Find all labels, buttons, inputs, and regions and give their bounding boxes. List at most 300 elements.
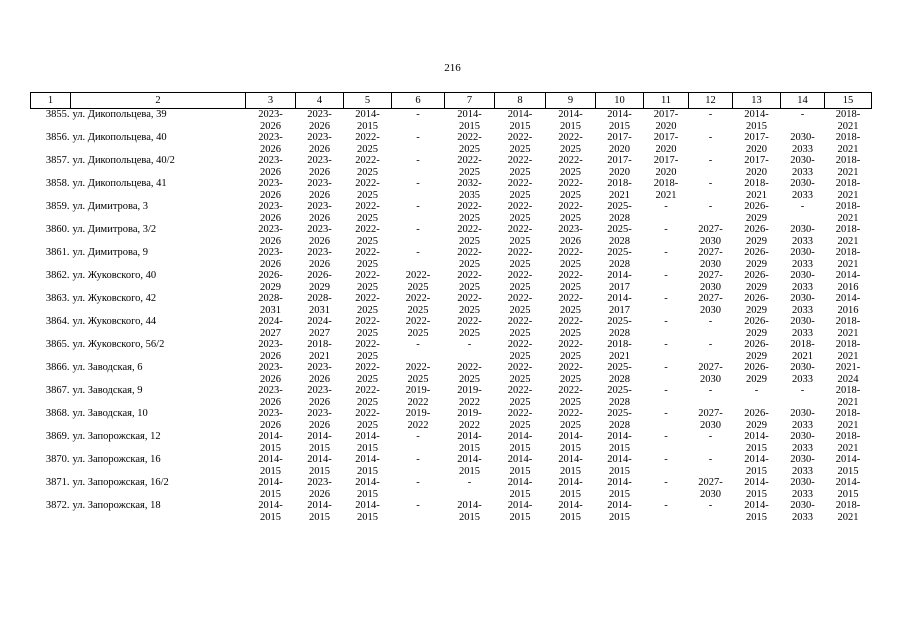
period-end: 2033 <box>792 465 813 477</box>
period-cell <box>825 155 872 178</box>
period-cell <box>344 201 392 224</box>
period-start: 2022- <box>355 201 380 212</box>
period-cell <box>644 247 689 270</box>
period-cell <box>644 270 689 293</box>
period-start: 2030- <box>790 178 815 189</box>
period-cell <box>296 293 344 316</box>
period-end <box>392 351 445 363</box>
period-end: 2015 <box>560 465 581 477</box>
row-number: 3861. <box>45 247 70 258</box>
period-start: 2022- <box>355 385 380 396</box>
period-end: 2029 <box>260 281 281 293</box>
period-cell <box>546 339 596 362</box>
period-start: 2014- <box>744 109 769 120</box>
period-start: 2023- <box>307 201 332 212</box>
period-end: 2015 <box>746 511 767 523</box>
period-cell <box>344 155 392 178</box>
period-start: 2014- <box>457 431 482 442</box>
period-cell <box>781 201 825 224</box>
period-end: 2026 <box>260 373 281 385</box>
period-start: 2023- <box>258 339 283 350</box>
period-cell <box>781 224 825 247</box>
period-end: 2015 <box>609 442 630 454</box>
period-cell <box>596 454 644 477</box>
period-start: 2022- <box>507 293 533 304</box>
period-start: 2022- <box>355 339 380 350</box>
period-end: 2025 <box>560 281 581 293</box>
period-start: 2014- <box>607 477 632 488</box>
period-cell <box>596 431 644 454</box>
period-cell <box>644 500 689 523</box>
period-start: 2023- <box>258 132 283 143</box>
period-cell <box>445 132 495 155</box>
table-row <box>31 500 872 523</box>
period-start: 2014- <box>507 477 533 488</box>
period-start: 2019- <box>457 408 482 419</box>
period-start: 2022- <box>558 270 583 281</box>
street-address: ул. Жуковского, 44 <box>72 316 157 327</box>
period-end: 2030 <box>700 419 721 431</box>
period-start: 2026- <box>744 408 769 419</box>
period-start: - <box>416 477 420 488</box>
table-row <box>31 477 872 500</box>
period-end: 2025 <box>509 419 531 431</box>
period-end: 2033 <box>792 419 813 431</box>
period-end: 2026 <box>260 235 281 247</box>
period-start: 2022- <box>507 270 533 281</box>
period-cell <box>781 178 825 201</box>
period-end: 2025 <box>407 304 429 316</box>
period-end <box>644 282 689 294</box>
period-cell <box>733 431 781 454</box>
period-end: 2015 <box>560 511 581 523</box>
period-start: 2023- <box>307 132 332 143</box>
period-cell <box>392 178 445 201</box>
period-cell <box>546 408 596 431</box>
period-end: 2015 <box>357 488 378 500</box>
period-end: 2026 <box>309 396 330 408</box>
period-end <box>644 236 689 248</box>
period-cell <box>689 155 733 178</box>
column-header-9: 9 <box>546 93 596 109</box>
period-end: 2025 <box>459 235 480 247</box>
period-end: 2022 <box>407 396 429 408</box>
period-start: 2027- <box>698 247 723 258</box>
period-start: 2022- <box>558 385 583 396</box>
period-start: - <box>708 155 713 166</box>
period-end: 2029 <box>746 235 767 247</box>
period-end: 2015 <box>746 488 767 500</box>
period-cell <box>344 339 392 362</box>
period-start: 2018- <box>607 178 632 189</box>
period-start: 2023- <box>258 155 283 166</box>
period-start: - <box>467 339 472 350</box>
period-start: 2018- <box>835 109 861 120</box>
period-end: 2033 <box>792 327 813 339</box>
period-start: 2027- <box>698 224 723 235</box>
period-end: 2029 <box>746 258 767 270</box>
period-end: 2025 <box>459 373 480 385</box>
period-end <box>689 328 733 340</box>
period-start: 2022- <box>507 316 533 327</box>
period-end: 2025 <box>357 304 378 316</box>
period-end: 2033 <box>792 442 813 454</box>
period-end: 2021 <box>792 350 813 362</box>
period-start: 2017- <box>653 155 679 166</box>
period-end: 2029 <box>746 373 767 385</box>
column-header-3: 3 <box>246 93 296 109</box>
period-end: 2015 <box>459 511 480 523</box>
period-cell <box>445 339 495 362</box>
period-end <box>392 443 445 455</box>
period-cell <box>825 316 872 339</box>
period-start: 2022- <box>355 270 380 281</box>
period-cell <box>246 477 296 500</box>
period-start: 2022- <box>558 178 583 189</box>
period-cell <box>689 454 733 477</box>
period-cell <box>344 293 392 316</box>
period-start: - <box>800 385 805 396</box>
row-number: 3857. <box>45 155 70 166</box>
period-start: - <box>664 339 668 350</box>
period-start: 2014- <box>607 500 632 511</box>
period-start: 2030- <box>790 293 815 304</box>
period-cell <box>495 247 546 270</box>
period-cell <box>495 316 546 339</box>
period-cell <box>445 178 495 201</box>
period-end <box>644 443 689 455</box>
period-cell <box>781 339 825 362</box>
period-start: 2025- <box>607 316 632 327</box>
period-end: 2025 <box>357 327 378 339</box>
period-end <box>781 397 825 409</box>
period-start: 2022- <box>507 224 533 235</box>
period-start: 2014- <box>457 454 482 465</box>
period-start: 2030- <box>790 247 815 258</box>
period-cell <box>296 339 344 362</box>
period-start: - <box>416 155 420 166</box>
street-address: ул. Жуковского, 40 <box>72 270 157 281</box>
period-end: 2026 <box>260 212 281 224</box>
period-end: 2025 <box>357 396 378 408</box>
period-end <box>733 397 781 409</box>
period-start: 2023- <box>307 155 332 166</box>
period-start: 2027- <box>698 293 723 304</box>
period-end: 2025 <box>560 304 581 316</box>
period-end: 2015 <box>837 488 859 500</box>
period-end <box>392 213 445 225</box>
period-end: 2025 <box>357 258 378 270</box>
period-cell <box>825 109 872 133</box>
row-number: 3870. <box>45 454 70 465</box>
period-cell <box>392 431 445 454</box>
street-address: ул. Запорожская, 16/2 <box>72 477 169 488</box>
period-cell <box>596 224 644 247</box>
period-cell <box>445 293 495 316</box>
street-address: ул. Жуковского, 56/2 <box>72 339 165 350</box>
period-cell <box>733 362 781 385</box>
period-start: 2014- <box>507 500 533 511</box>
period-cell <box>445 408 495 431</box>
period-end: 2027 <box>309 327 330 339</box>
period-end <box>392 259 445 271</box>
period-cell <box>296 431 344 454</box>
period-cell <box>733 247 781 270</box>
period-cell <box>445 500 495 523</box>
period-end: 2033 <box>792 258 813 270</box>
period-start: 2022- <box>507 155 533 166</box>
period-start: 2014- <box>558 500 583 511</box>
period-end: 2026 <box>309 419 330 431</box>
period-end: 2021 <box>609 189 630 201</box>
period-start: 2024- <box>258 316 283 327</box>
period-cell <box>825 477 872 500</box>
period-start: 2014- <box>457 500 482 511</box>
period-end: 2030 <box>700 281 721 293</box>
period-start: 2026- <box>258 270 283 281</box>
table-header-row <box>31 93 872 109</box>
period-start: 2026- <box>744 339 769 350</box>
period-cell <box>246 408 296 431</box>
period-end: 2015 <box>837 465 859 477</box>
period-end <box>644 213 689 225</box>
period-start: 2022- <box>507 339 533 350</box>
period-start: - <box>664 362 668 373</box>
period-start: 2019- <box>457 385 482 396</box>
period-start: 2022- <box>507 247 533 258</box>
period-start: 2018- <box>835 178 861 189</box>
period-end: 2033 <box>792 235 813 247</box>
period-cell <box>296 385 344 408</box>
period-cell <box>392 132 445 155</box>
period-start: 2018- <box>835 339 861 350</box>
period-start: 2022- <box>507 178 533 189</box>
period-start: - <box>708 178 713 189</box>
table-row <box>31 201 872 224</box>
period-end: 2025 <box>459 212 480 224</box>
period-cell <box>644 109 689 133</box>
table-row <box>31 408 872 431</box>
period-start: 2023- <box>558 224 583 235</box>
period-cell <box>596 178 644 201</box>
period-cell <box>596 132 644 155</box>
period-start: 2014- <box>355 454 380 465</box>
period-end: 2025 <box>357 143 378 155</box>
period-end: 2028 <box>609 419 630 431</box>
period-start: 2023- <box>258 362 283 373</box>
period-start: - <box>708 201 713 212</box>
period-start: - <box>416 500 420 511</box>
period-start: - <box>664 293 668 304</box>
period-start: 2022- <box>558 293 583 304</box>
period-cell <box>733 293 781 316</box>
period-start: 2025- <box>607 224 632 235</box>
period-cell <box>246 224 296 247</box>
street-address: ул. Димитрова, 9 <box>72 247 149 258</box>
period-start: 2026- <box>744 293 769 304</box>
period-start: 2022- <box>355 293 380 304</box>
period-start: 2014- <box>355 500 380 511</box>
period-start: 2027- <box>698 362 723 373</box>
period-cell <box>246 454 296 477</box>
period-start: 2021- <box>835 362 861 373</box>
table-row <box>31 270 872 293</box>
period-cell <box>246 362 296 385</box>
period-start: 2014- <box>558 109 583 120</box>
period-cell <box>296 155 344 178</box>
period-end: 2025 <box>509 143 531 155</box>
period-start: - <box>708 109 713 120</box>
period-end: 2015 <box>260 488 281 500</box>
period-start: 2022- <box>405 293 431 304</box>
period-end: 2025 <box>407 373 429 385</box>
street-address: ул. Запорожская, 18 <box>72 500 161 511</box>
table-row <box>31 454 872 477</box>
period-start: 2022- <box>355 408 380 419</box>
period-cell <box>296 132 344 155</box>
period-start: - <box>708 385 713 396</box>
period-cell <box>733 201 781 224</box>
period-end: 2033 <box>792 143 813 155</box>
period-start: 2022- <box>457 201 482 212</box>
period-end: 2020 <box>655 143 677 155</box>
period-end: 2025 <box>357 212 378 224</box>
period-cell <box>344 362 392 385</box>
period-start: 2022- <box>457 270 482 281</box>
column-header-12: 12 <box>689 93 733 109</box>
period-cell <box>781 362 825 385</box>
period-end: 2033 <box>792 304 813 316</box>
period-start: 2014- <box>835 454 861 465</box>
period-end: 2025 <box>357 419 378 431</box>
period-cell <box>689 385 733 408</box>
period-cell <box>689 431 733 454</box>
period-cell <box>825 224 872 247</box>
period-end: 2025 <box>560 166 581 178</box>
period-cell <box>546 454 596 477</box>
period-start: 2014- <box>355 431 380 442</box>
period-end: 2021 <box>309 350 330 362</box>
period-cell <box>644 316 689 339</box>
period-start: 2018- <box>835 247 861 258</box>
column-header-13: 13 <box>733 93 781 109</box>
period-start: 2023- <box>307 385 332 396</box>
period-end: 2021 <box>837 511 859 523</box>
street-address: ул. Запорожская, 12 <box>72 431 161 442</box>
period-end <box>644 512 689 524</box>
period-end: 2025 <box>509 258 531 270</box>
period-end: 2028 <box>609 235 630 247</box>
period-end: 2015 <box>309 511 330 523</box>
column-header-2: 2 <box>71 93 246 109</box>
period-start: 2022- <box>355 178 380 189</box>
period-cell <box>825 500 872 523</box>
period-cell <box>344 385 392 408</box>
period-cell <box>392 224 445 247</box>
period-cell <box>296 316 344 339</box>
column-header-5: 5 <box>344 93 392 109</box>
period-cell <box>445 454 495 477</box>
period-start: 2022- <box>558 408 583 419</box>
period-cell <box>344 132 392 155</box>
period-end: 2029 <box>746 212 767 224</box>
period-cell <box>392 270 445 293</box>
period-end: 2017 <box>609 281 630 293</box>
period-cell <box>296 454 344 477</box>
period-start: 2023- <box>258 201 283 212</box>
period-start: 2017- <box>607 132 632 143</box>
period-end: 2015 <box>509 465 531 477</box>
period-end: 2030 <box>700 258 721 270</box>
period-end: 2025 <box>560 189 581 201</box>
period-start: 2022- <box>355 224 380 235</box>
street-address: ул. Дикопольцева, 39 <box>72 109 167 120</box>
period-cell <box>246 155 296 178</box>
period-cell <box>344 408 392 431</box>
period-cell <box>445 316 495 339</box>
period-cell <box>689 477 733 500</box>
period-start: 2018- <box>835 316 861 327</box>
period-cell <box>495 339 546 362</box>
period-start: - <box>664 408 668 419</box>
period-start: - <box>800 201 805 212</box>
period-cell <box>596 293 644 316</box>
street-address: ул. Дикопольцева, 40 <box>72 132 167 143</box>
period-start: 2022- <box>457 224 482 235</box>
period-end: 2016 <box>837 281 859 293</box>
period-cell <box>392 454 445 477</box>
period-end: 2015 <box>459 442 480 454</box>
page-number: 216 <box>444 62 461 74</box>
period-end <box>689 190 733 202</box>
period-end: 2022 <box>459 419 480 431</box>
period-end: 2033 <box>792 373 813 385</box>
period-cell <box>296 477 344 500</box>
period-cell <box>689 293 733 316</box>
period-end <box>392 121 445 133</box>
period-start: 2023- <box>258 385 283 396</box>
period-cell <box>689 362 733 385</box>
period-end: 2026 <box>309 120 330 132</box>
period-end <box>644 374 689 386</box>
period-end: 2020 <box>609 143 630 155</box>
period-cell <box>495 132 546 155</box>
period-end <box>689 213 733 225</box>
period-start: - <box>416 431 420 442</box>
period-start: - <box>416 109 420 120</box>
period-cell <box>246 293 296 316</box>
period-end: 2015 <box>509 120 531 132</box>
period-start: 2014- <box>835 477 861 488</box>
period-end: 2025 <box>560 143 581 155</box>
period-end <box>689 466 733 478</box>
period-start: 2022- <box>405 362 431 373</box>
period-start: 2017- <box>744 155 769 166</box>
period-cell <box>546 178 596 201</box>
period-start: 2024- <box>307 316 332 327</box>
period-start: - <box>664 477 668 488</box>
period-start: 2028- <box>258 293 283 304</box>
period-start: 2030- <box>790 270 815 281</box>
period-start: 2014- <box>558 477 583 488</box>
period-end: 2020 <box>609 166 630 178</box>
period-start: 2022- <box>558 132 583 143</box>
period-cell <box>445 201 495 224</box>
period-cell <box>546 362 596 385</box>
period-start: 2022- <box>457 362 482 373</box>
column-header-14: 14 <box>781 93 825 109</box>
period-start: - <box>416 454 420 465</box>
